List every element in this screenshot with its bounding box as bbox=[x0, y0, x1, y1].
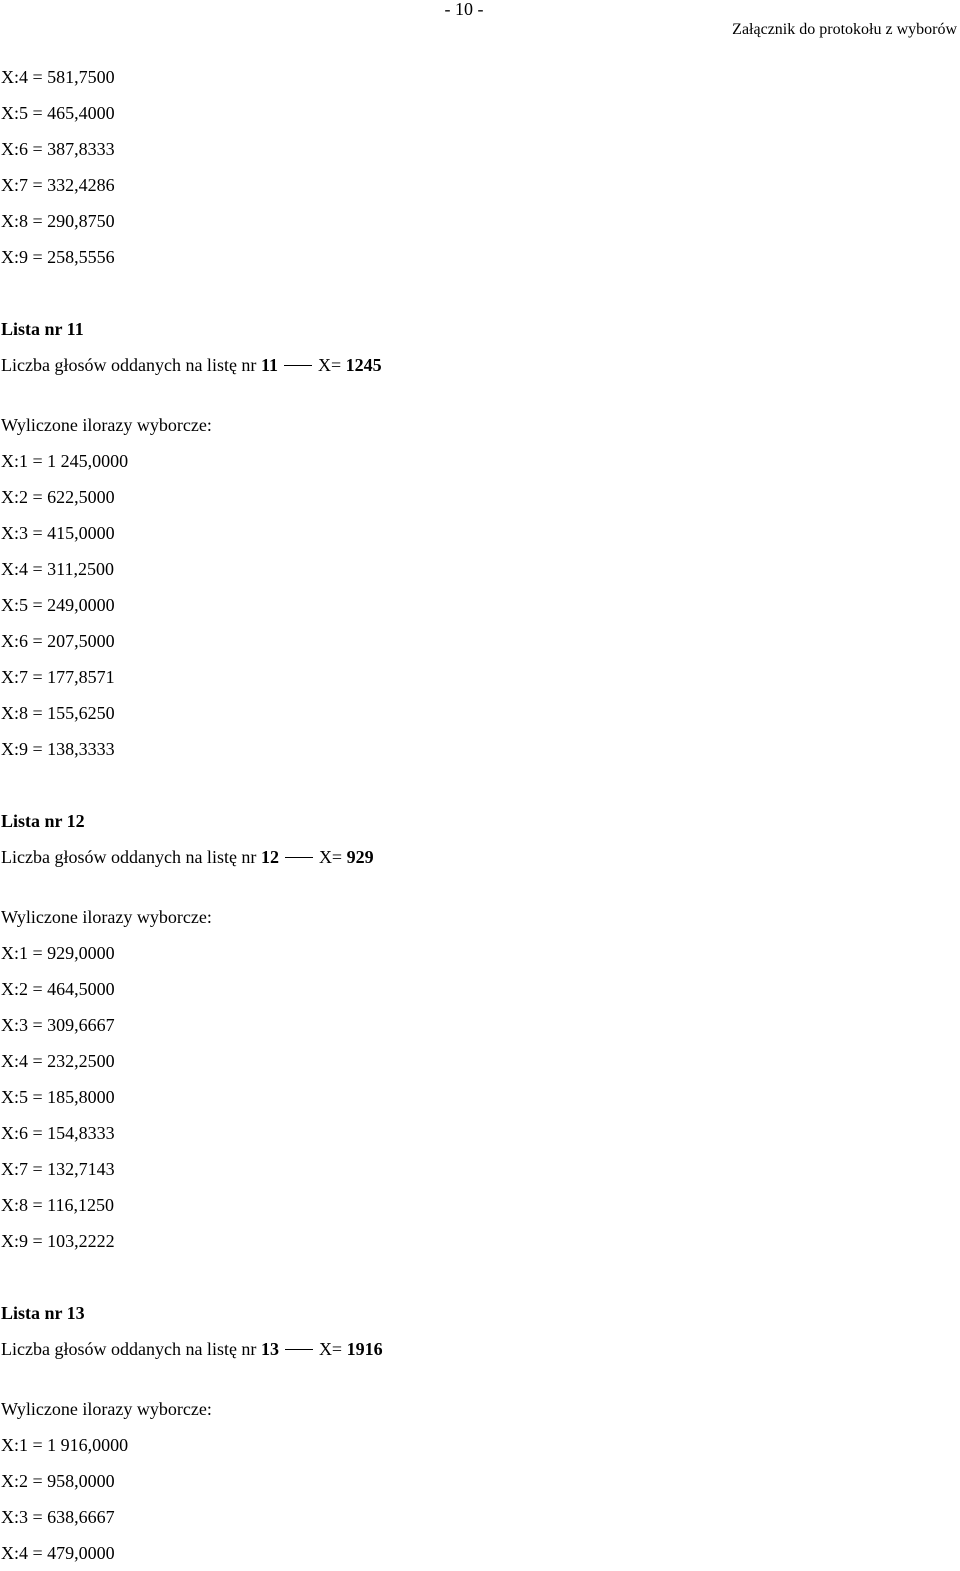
quotient-line: X:1 = 1 245,0000 bbox=[1, 451, 129, 471]
quotient-line: X:2 = 464,5000 bbox=[1, 979, 115, 999]
quotient-line: X:5 = 185,8000 bbox=[1, 1087, 115, 1107]
votes-line bbox=[1, 839, 941, 875]
list-12-section bbox=[1, 803, 941, 1259]
quotient-line: X:9 = 258,5556 bbox=[1, 247, 115, 267]
page-number: - 10 - bbox=[444, 0, 484, 19]
votes-prefix: Liczba głosów oddanych na listę nr bbox=[1, 1339, 261, 1359]
x-label: X= bbox=[317, 355, 342, 375]
quotient-line: X:5 = 249,0000 bbox=[1, 595, 115, 615]
quotient-line: X:1 = 1 916,0000 bbox=[1, 1435, 129, 1455]
quotient-line: X:4 = 232,2500 bbox=[1, 1051, 115, 1071]
x-label: X= bbox=[318, 1339, 343, 1359]
header-note: Załącznik do protokołu z wyborów bbox=[732, 21, 957, 38]
section-gap bbox=[1, 383, 941, 407]
quotient-line: X:6 = 207,5000 bbox=[1, 631, 115, 651]
quotients-label: Wyliczone ilorazy wyborcze: bbox=[1, 415, 212, 435]
quotient-line: X:8 = 116,1250 bbox=[1, 1195, 114, 1215]
quotient-line: X:4 = 581,7500 bbox=[1, 67, 115, 87]
section-gap bbox=[1, 1367, 941, 1391]
quotient-line: X:9 = 103,2222 bbox=[1, 1231, 115, 1251]
votes-prefix: Liczba głosów oddanych na listę nr bbox=[1, 355, 261, 375]
section-gap bbox=[1, 875, 941, 899]
quotient-line: X:4 = 311,2500 bbox=[1, 559, 114, 579]
votes-prefix: Liczba głosów oddanych na listę nr bbox=[1, 847, 261, 867]
quotients-label: Wyliczone ilorazy wyborcze: bbox=[1, 1399, 212, 1419]
quotient-line: X:9 = 138,3333 bbox=[1, 739, 115, 759]
quotients-label: Wyliczone ilorazy wyborcze: bbox=[1, 907, 212, 927]
list-title: Lista nr 13 bbox=[1, 1303, 85, 1323]
quotient-line: X:6 = 387,8333 bbox=[1, 139, 115, 159]
quotient-line: X:3 = 638,6667 bbox=[1, 1507, 115, 1527]
quotient-line: X:5 = 465,4000 bbox=[1, 103, 115, 123]
x-value: 1916 bbox=[346, 1339, 383, 1359]
list-number: 11 bbox=[260, 355, 278, 375]
prev-quotients-block bbox=[1, 59, 941, 275]
list-title: Lista nr 11 bbox=[1, 319, 84, 339]
quotient-line: X:2 = 958,0000 bbox=[1, 1471, 115, 1491]
x-label: X= bbox=[318, 847, 343, 867]
votes-line bbox=[1, 347, 941, 383]
quotient-line: X:7 = 132,7143 bbox=[1, 1159, 115, 1179]
dash-separator bbox=[285, 1349, 313, 1350]
quotient-line: X:7 = 332,4286 bbox=[1, 175, 115, 195]
quotient-line: X:4 = 479,0000 bbox=[1, 1543, 115, 1563]
list-13-section bbox=[1, 1295, 941, 1571]
section-gap bbox=[1, 767, 941, 803]
dash-separator bbox=[285, 857, 313, 858]
list-11-section bbox=[1, 311, 941, 767]
quotient-line: X:3 = 415,0000 bbox=[1, 523, 115, 543]
list-number: 13 bbox=[260, 1339, 279, 1359]
quotient-line: X:2 = 622,5000 bbox=[1, 487, 115, 507]
list-number: 12 bbox=[260, 847, 279, 867]
section-gap bbox=[1, 1259, 941, 1295]
quotient-line: X:1 = 929,0000 bbox=[1, 943, 115, 963]
list-title: Lista nr 12 bbox=[1, 811, 85, 831]
x-value: 929 bbox=[346, 847, 374, 867]
quotient-line: X:7 = 177,8571 bbox=[1, 667, 115, 687]
quotient-line: X:8 = 290,8750 bbox=[1, 211, 115, 231]
x-value: 1245 bbox=[345, 355, 382, 375]
dash-separator bbox=[284, 365, 312, 366]
quotient-line: X:6 = 154,8333 bbox=[1, 1123, 115, 1143]
quotient-line: X:3 = 309,6667 bbox=[1, 1015, 115, 1035]
votes-line bbox=[1, 1331, 941, 1367]
section-gap bbox=[1, 275, 941, 311]
quotient-line: X:8 = 155,6250 bbox=[1, 703, 115, 723]
document-body bbox=[1, 59, 941, 1571]
